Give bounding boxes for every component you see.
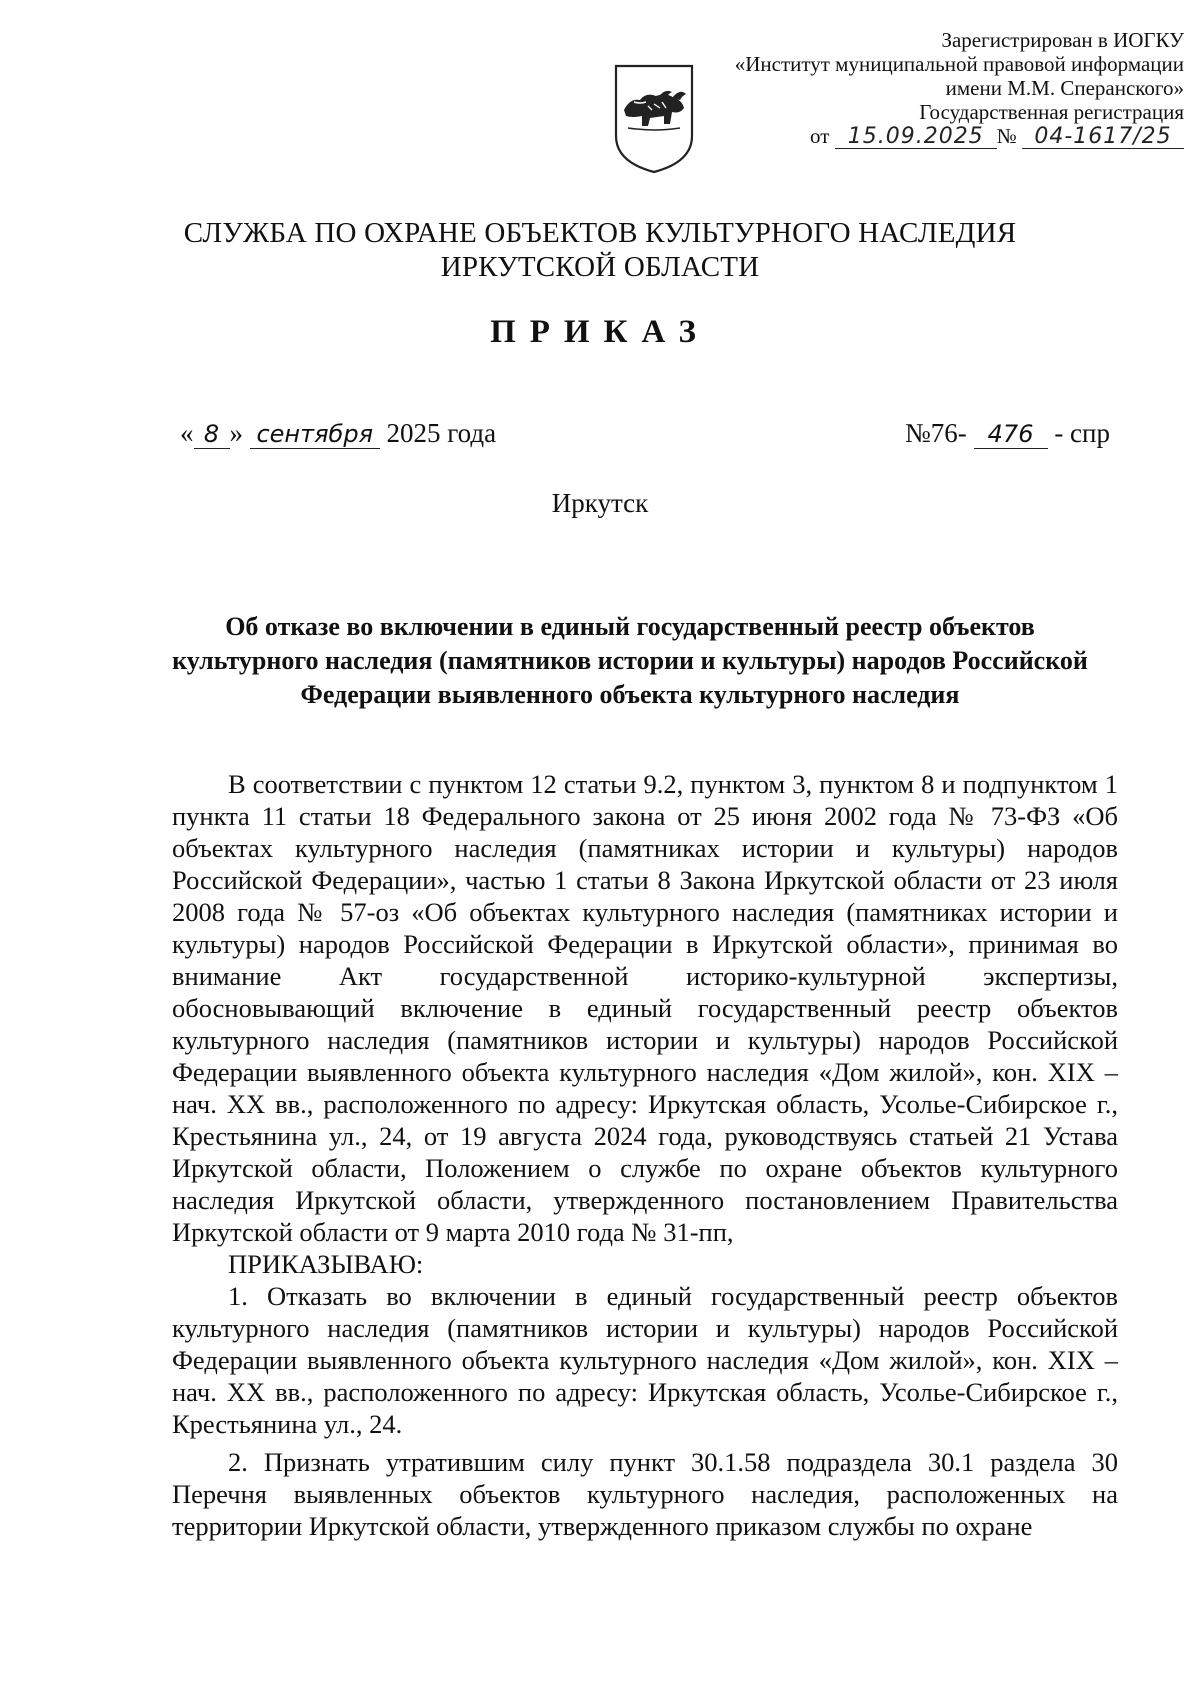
order-item-2: 2. Признать утратившим силу пункт 30.1.58 подраздела 30.1 раздела 30 Перечня выявленных объектов культурного наследия, расположенных на территории Иркутской области, утвержденного приказом службы по охране [172, 1447, 1118, 1541]
preamble-paragraph: В соответствии с пунктом 12 статьи 9.2, пунктом 3, пунктом 8 и подпунктом 1 пункта 11 статьи 18 Федерального закона от 25 июня 2002 года № 73-ФЗ «Об объектах культурного наследия (памятниках истории и культуры) народов Российской Федерации», частью 1 статьи 8 Закона Иркутской области от 23 июля 2008 года № 57-оз «Об объектах культурного наследия (памятниках истории и культуры) народов Российской Федерации в Иркутской области», принимая во внимание Акт государственной историко-культурной экспертизы, обосновывающий включение в единый государственный реестр объектов культурного наследия (памятников истории и культуры) народов Российской Федерации выявленного объекта культурного наследия «Дом жилой», кон. XIX – нач. XX вв., расположенного по адресу: Иркутская область, Усолье-Сибирское г., Крестьянина ул., 24, от 19 августа 2024 года, руководствуясь статьей 21 Устава Иркутской области, Положением о службе по охране объектов культурного наследия Иркутской области, утвержденного постановлением Правительства Иркутской области от 9 марта 2010 года № 31-пп, [172, 769, 1118, 1247]
registration-date-handwritten: 15.09.2025 [835, 126, 997, 149]
date-year: 2025 года [386, 418, 497, 448]
registration-line-3: имени М.М. Сперанского» [945, 76, 1184, 100]
registration-date-line [624, 124, 1184, 149]
agency-line-2: ИРКУТСКОЙ ОБЛАСТИ [440, 251, 760, 283]
registration-stamp [624, 28, 1184, 149]
date-month-handwritten: сентября [250, 420, 380, 449]
order-number [905, 418, 1110, 449]
order-date [180, 418, 496, 449]
registration-line-2: «Институт муниципальной правовой информации [734, 52, 1184, 76]
date-close-quote: » [229, 418, 243, 448]
registration-line-4: Государственная регистрация [919, 100, 1184, 124]
order-item-1: 1. Отказать во включении в единый государственный реестр объектов культурного наследия (памятников истории и культуры) народов Российской Федерации выявленного объекта культурного наследия «Дом жилой», кон. XIX – нач. XX вв., расположенного по адресу: Иркутская область, Усолье-Сибирское г., Крестьянина ул., 24. [172, 1281, 1118, 1439]
order-body [172, 768, 1118, 1542]
date-day-handwritten: 8 [194, 420, 230, 449]
order-number-prefix: №76- [905, 418, 967, 448]
registration-number-label: № [996, 124, 1017, 148]
agency-line-1: СЛУЖБА ПО ОХРАНЕ ОБЪЕКТОВ КУЛЬТУРНОГО НАСЛЕДИЯ [183, 217, 1017, 249]
registration-number-handwritten: 04-1617/25 [1022, 126, 1184, 149]
document-type-title: ПРИКАЗ [490, 314, 710, 350]
order-number-suffix: - спр [1054, 418, 1110, 448]
registration-line-1: Зарегистрирован в ИОГКУ [941, 28, 1184, 52]
order-word: ПРИКАЗЫВАЮ: [228, 1249, 424, 1279]
registration-from-label: от [810, 124, 830, 148]
order-number-handwritten: 476 [974, 420, 1048, 449]
order-heading: Об отказе во включении в единый государственный реестр объектов культурного наследия (памятников истории и культуры) народов Российской Федерации выявленного объекта культурного наследия [172, 612, 1088, 709]
date-open-quote: « [180, 418, 194, 448]
agency-name [0, 216, 1200, 284]
city: Иркутск [551, 488, 649, 518]
